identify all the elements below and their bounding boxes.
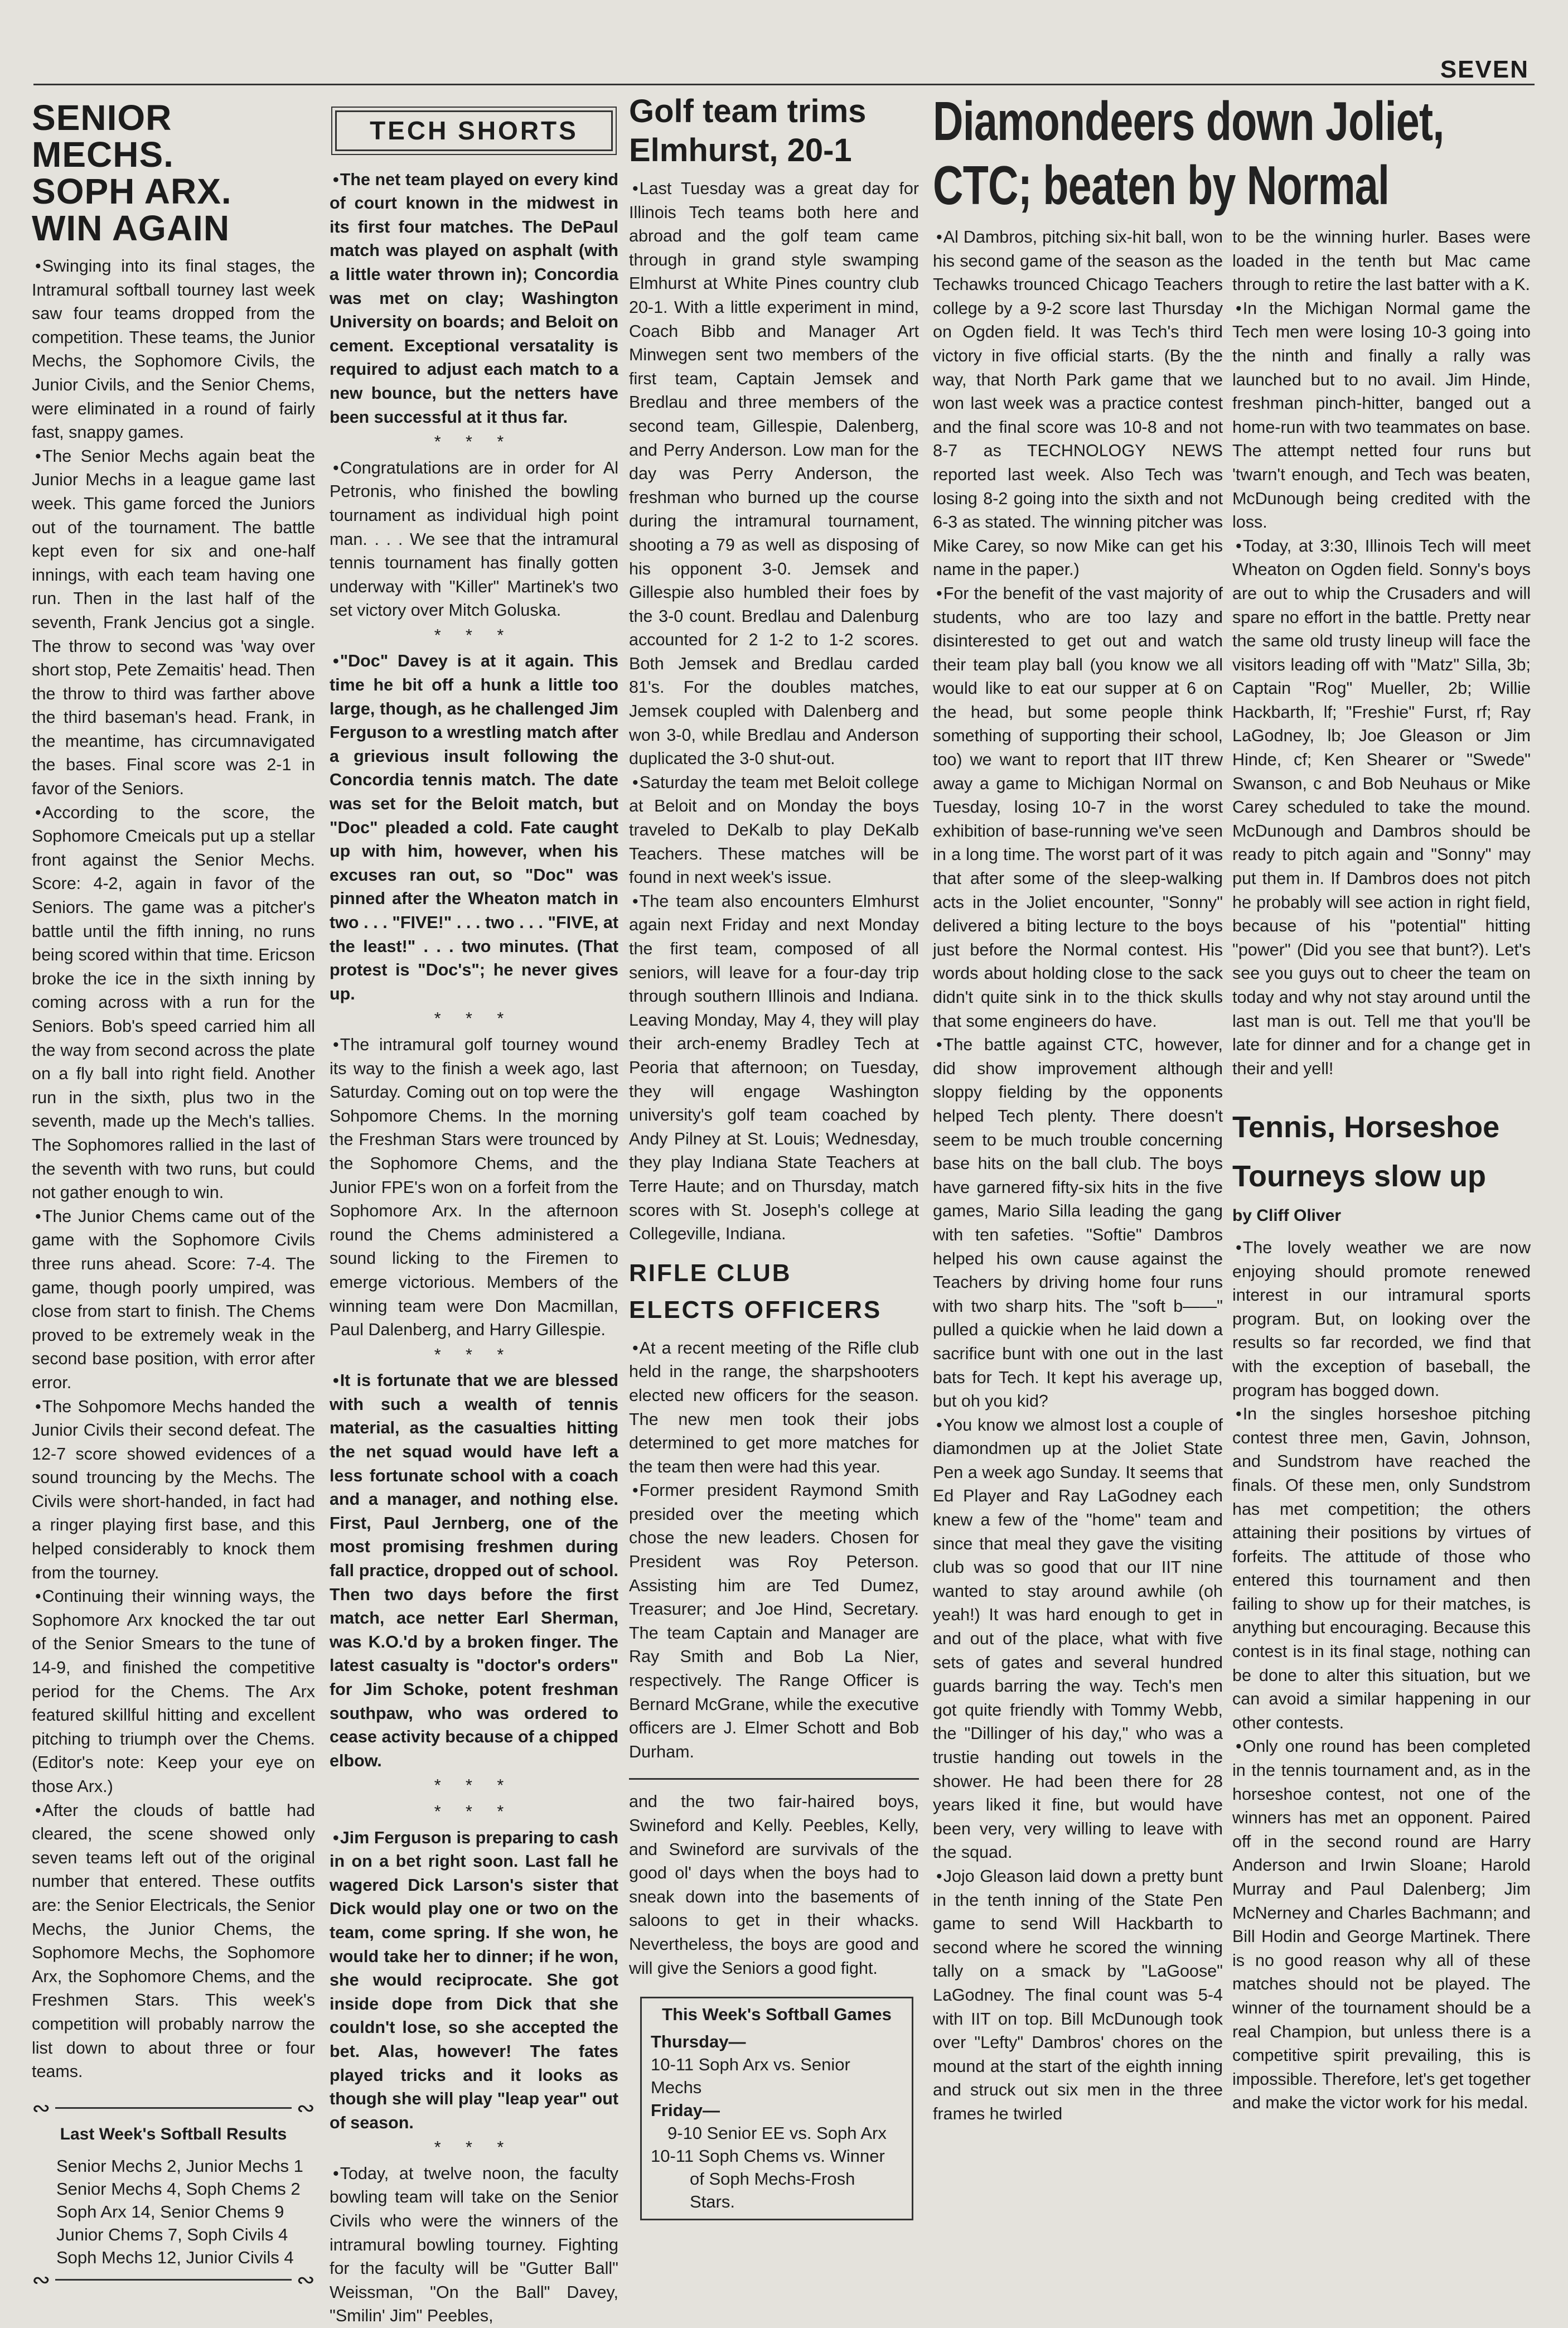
softball-results-box	[32, 2097, 315, 2291]
result-item: Senior Mechs 4, Soph Chems 2	[56, 2179, 301, 2199]
headline-diamondeers: Diamondeers down Joliet, CTC; beaten by Normal	[933, 90, 1444, 216]
paragraph: • At a recent meeting of the Rifle club held in the range, the sharpshooters elected new officers for the season. The new men took their jobs determined to get more matches for the team then were had this year.	[629, 1336, 919, 1479]
paragraph: • The Senior Mechs again beat the Junior Mechs in a league game last week. This game forced the Juniors out of the tournament. The battle kept even for six and one-half innings, with each team having one run. Then in the last half of the seventh, Frank Jencius got a single. The throw to second was 'way over short stop, Pete Zemaitis' head. Then the throw to third was farther above the third baseman's head. Frank, in the meantime, has circumnavigated the bases. Final score was 2-1 in favor of the Seniors.	[32, 445, 315, 801]
separator: * * *	[434, 1009, 514, 1028]
paragraph: • The lovely weather we are now enjoying should promote renewed interest in our intramural sports program. But, on looking over the results so far recorded, we find that with the exception of baseball, the program has bogged down.	[1232, 1236, 1531, 1402]
separator: * * *	[434, 1776, 514, 1795]
article-body	[629, 1336, 919, 1764]
top-rule	[33, 84, 1535, 85]
game-day: Thursday—	[651, 2032, 746, 2052]
headline-line: RIFLE CLUB	[629, 1259, 792, 1287]
headline-line: Tennis, Horseshoe	[1232, 1110, 1500, 1144]
separator: * * *	[434, 1801, 514, 1821]
paragraph: • According to the score, the Sophomore Cmeicals put up a stellar front against the Senior Mechs. Score: 4-2, again in favor of the Seniors. The game was a pitcher's battle until the fifth inning, no runs being scored within that time. Ericson broke the ice in the sixth inning by coming across with a run for the Seniors. Bob's speed carried him all the way from second across the plate on a fly ball into right field. Another run in the sixth, plus two in the seventh, made up the Mech's tallies. The Sophomores rallied in the last of the seventh with two runs, but could not gather enough to win.	[32, 801, 315, 1205]
paragraph: • The net team played on every kind of court known in the midwest in its first four matches. The DePaul match was played on asphalt (with a little water thrown in); Concordia was met on clay; Washington University on boards; and Beloit on cement. Exceptional versatality is required to adjust each match to a new bounce, but the netters have been successful at it thus far.	[330, 168, 618, 429]
paragraph: • Today, at twelve noon, the faculty bowling team will take on the Senior Civils who were the winners of the intramural bowling tourney. Fighting for the faculty will be "Gutter Ball" Weissman, "On the Ball" Davey, "Smilin' Jim" Peebles,	[330, 2162, 618, 2328]
tech-shorts-title: TECH SHORTS	[335, 110, 613, 151]
page-number: SEVEN	[1440, 56, 1529, 83]
headline-line: SOPH ARX.	[32, 171, 232, 211]
softball-games-box	[640, 1997, 913, 2220]
tech-shorts-continued: and the two fair-haired boys, Swineford and Kelly. Peebles, Kelly, and Swineford are survivals of the good ol' days when the boys had to sneak down into the basements of saloons to get in their whacks. Nevertheless, the boys are good and will give the Seniors a good fight.	[629, 1792, 919, 1978]
paragraph: • It is fortunate that we are blessed with such a wealth of tennis material, as the casualties hitting the net squad would have left a less fortunate school with a coach and a manager, and nothing else. First, Paul Jernberg, one of the most promising freshmen during fall practice, dropped out of school. Then two days before the first match, ace netter Earl Sherman, was K.O.'d by a broken finger. The latest casualty is "doctor's orders" for Jim Schoke, potent freshman southpaw, who was ordered to cease activity because of a chipped elbow.	[330, 1369, 618, 1772]
article-body	[32, 254, 315, 2084]
paragraph: • Swinging into its final stages, the Intramural softball tourney last week saw four teams dropped from the competition. These teams, the Junior Mechs, the Sophomore Civils, the Junior Civils, and the Senior Chems, were eliminated in a round of fairly fast, snappy games.	[32, 254, 315, 445]
paragraph: • Today, at 3:30, Illinois Tech will meet Wheaton on Ogden field. Sonny's boys are out to whip the Crusaders and will spare no effort in the battle. Pretty near the same old trusty lineup will face the visitors leading off with "Matz" Silla, 3b; Captain "Rog" Mueller, 2b; Willie Hackbarth, lf; "Freshie" Furst, rf; Ray LaGodney, lb; Joe Gleason or Jim Hinde, cf; Ken Shearer or "Swede" Swanson, c and Bob Neuhaus or Mike Carey scheduled to take the mound. McDunough and Dambros should be ready to pitch again and "Sonny" may put them in. If Dambros does not pitch he probably will see action in right field, because of his "potential" hitting "power" (Did you see that bunt?). Let's see you guys out to cheer the team on today and why not stay around until the last man is out. Tell me that you'll be late for dinner and for a change get in their and yell!	[1232, 534, 1531, 1081]
paragraph: • After the clouds of battle had cleared, the scene showed only seven teams left out of the original number that entered. These outfits are: the Senior Electricals, the Senior Mechs, the Junior Chems, the Sophomore Mechs, the Sophomore Arx, the Sophomore Chems, and the Freshmen Stars. This week's competition will probably narrow the list down to about three or four teams.	[32, 1799, 315, 2084]
paragraph: • For the benefit of the vast majority of students, who are too lazy and disinterested to get out and watch their team play ball (you know we all would like to eat our supper at 6 on the head, but some people think something of supporting their school, too) we want to report that IIT threw away a game to Michigan Normal on Tuesday, losing 10-7 in the worst exhibition of base-running we've seen in a long time. The worst part of it was that after some of the sleep-walking acts in the Joliet encounter, "Sonny" delivered a biting lecture to the boys just before the Normal contest. His words about holding close to the sack didn't quite sink in to the thick skulls that some engineers do have.	[933, 582, 1223, 1033]
result-item: Junior Chems 7, Soph Civils 4	[56, 2224, 288, 2244]
paragraph: • In the singles horseshoe pitching contest three men, Gavin, Johnson, and Sundstrom have reached the finals. Of these men, only Sundstrom has met competition; the others attaining their positions by virtues of forfeits. The attitude of those who entered this tournament and then failing to show up for their matches, is anything but encouraging. Because this contest is in its final stage, nothing can be done to alter this situation, but we can avoid a similar happening in our other contests.	[1232, 1402, 1531, 1735]
paragraph: • "Doc" Davey is at it again. This time he bit off a hunk a little too large, though, as he challenged Jim Ferguson to a wrestling match after a grievious insult following the Concordia tennis match. The date was set for the Beloit match, but "Doc" pleaded a cold. Fate caught up with him, however, when his excuses ran out, so "Doc" was pinned after the Wheaton match in two . . . "FIVE!" . . . two . . . "FIVE, at the least!" . . . two minutes. (That protest is "Doc's"; he never gives up.	[330, 649, 618, 1006]
paragraph: • Last Tuesday was a great day for Illinois Tech teams both here and abroad and the golf team came through in grand style swamping Elmhurst at White Pines country club 20-1. With a little experiment in mind, Coach Bibb and Manager Art Minwegen sent two members of the first team, Captain Jemsek and Bredlau and three members of the second team, Gillespie, Dalenberg, and Perry Anderson. Low man for the day was Perry Anderson, the freshman who burned up the course during the intramural tournament, shooting a 79 as well as disposing of his opponent 3-0. Jemsek and Gillespie also humbled their foes by the 3-0 count. Bredlau and Dalenburg accounted for 2 1-2 to 1-2 scores. Both Jemsek and Bredlau carded 81's. For the doubles matches, Jemsek coupled with Dalenberg and won 3-0, while Bredlau and Anderson duplicated the 3-0 shut-out.	[629, 177, 919, 771]
divider	[629, 1778, 919, 1780]
paragraph: to be the winning hurler. Bases were loaded in the tenth but Mac came through to retire the last batter with a K.	[1232, 228, 1531, 294]
byline: by Cliff Oliver	[1232, 1206, 1342, 1225]
paragraph: • Al Dambros, pitching six-hit ball, won his second game of the season as the Techawks trounced Chicago Teachers college by a 9-2 score last Thursday on Ogden field. It was Tech's third victory in five official starts. (By the way, that North Park game that we won last week was a practice contest and the final score was 10-8 and not 8-7 as TECHNOLOGY NEWS reported last week. Also Tech was losing 8-2 going into the sixth and not 6-3 as stated. The winning pitcher was Mike Carey, so now Mike can get his name in the paper.)	[933, 225, 1223, 582]
headline-rifle-club	[629, 1255, 919, 1329]
column-diamondeers	[933, 225, 1223, 2126]
headline-line: WIN AGAIN	[32, 208, 230, 248]
paragraph: • The Sohpomore Mechs handed the Junior Civils their second defeat. The 12-7 score showed evidences of a sound trouncing by the Mechs. The Civils were short-handed, in fact had a ringer playing first base, and this helped considerably to knock them from the tourney.	[32, 1395, 315, 1585]
article-body	[933, 225, 1223, 2126]
diamondeers-columns	[933, 225, 1531, 2126]
paragraph: • The Junior Chems came out of the game with the Sophomore Civils three runs ahead. Score: 7-4. The game, though poorly umpired, was close from start to finish. The Chems proved to be extremely weak in the second base position, with error after error.	[32, 1205, 315, 1395]
column-tech-shorts	[330, 102, 618, 2328]
paragraph: • The intramural golf tourney wound its way to the finish a week ago, last Saturday. Coming out on top were the Sohpomore Chems. In the morning the Freshman Stars were trounced by the Sophomore Chems, and the Junior FPE's won on a forfeit from the Sophomore Arx. In the afternoon round the Chems administered a sound licking to the Firemen to emerge victorious. Members of the winning team were Don Macmillan, Paul Dalenberg, and Harry Gillespie.	[330, 1033, 618, 1342]
article-body-continued	[1232, 225, 1531, 1080]
softball-results-title: Last Week's Softball Results	[60, 2124, 287, 2143]
separator: * * *	[434, 432, 514, 452]
headline-line: SENIOR MECHS.	[32, 98, 174, 175]
column-diamondeers-tennis	[1232, 225, 1531, 2115]
game-item: 9-10 Senior EE vs. Soph Arx	[667, 2123, 887, 2143]
headline-line: Tourneys slow up	[1232, 1160, 1487, 1194]
paragraph: • Jim Ferguson is preparing to cash in on a bet right soon. Last fall he wagered Dick Larson's sister that Dick would play one or two on the team, come spring. If she won, he would take her to dinner; if he won, she would reciprocate. She got inside dope from Dick that she couldn't lose, so she accepted the bet. Alas, however! The fates played tricks and it looks as though she will play "leap year" out of season.	[330, 1826, 618, 2135]
game-item: 10-11 Soph Chems vs. Winner	[651, 2146, 885, 2166]
headline-golf: Golf team trims Elmhurst, 20-1	[629, 93, 867, 168]
game-item: 10-11 Soph Arx vs. Senior Mechs	[651, 2055, 850, 2098]
result-item: Senior Mechs 2, Junior Mechs 1	[56, 2156, 303, 2176]
paragraph: • Saturday the team met Beloit college at Beloit and on Monday the boys traveled to DeKalb to play DeKalb Teachers. These matches will be found in next week's issue.	[629, 771, 919, 890]
paragraph: • Congratulations are in order for Al Petronis, who finished the bowling tournament as individual high point man. . . . We see that the intramural tennis tournament has finally gotten underway with "Killer" Martinek's two set victory over Mitch Goluska.	[330, 456, 618, 622]
column-senior-mechs	[32, 99, 315, 2291]
paragraph: • In the Michigan Normal game the Tech men were losing 10-3 going into the ninth and finally a rally was launched but to no avail. Jim Hinde, freshman pinch-hitter, banged out a home-run with two teammates on base. The attempt netted four runs but 'twarn't enough, and Tech was beaten, McDunough being credited with the loss.	[1232, 297, 1531, 534]
article-body	[1232, 1236, 1531, 2115]
headline-tennis	[1232, 1103, 1531, 1201]
paragraph: • You know we almost lost a couple of diamondmen up at the Joliet State Pen a week ago Sunday. It seems that Ed Player and Ray LaGodney each knew a few of the "home" team and since that meal they gave the visiting club was so good that our IIT nine wanted to stay around awhile (oh yeah!) It was hard enough to get in and out of the place, what with five sets of gates and several hundred guards barring the way. Tech's men got quite friendly with Tommy Webb, the "Dillinger of his day," who was a trustie handing out towels in the shower. He had been there for 28 years liked it fine, but would have been very, very willing to leave with the squad.	[933, 1413, 1223, 1865]
paragraph: • The team also encounters Elmhurst again next Friday and next Monday the first team, composed of all seniors, will leave for a four-day trip through southern Illinois and Indiana. Leaving Monday, May 4, they will play their arch-enemy Bradley Tech at Peoria that afternoon; on Tuesday, they will engage Washington university's golf team coached by Andy Pilney at St. Louis; Wednesday, they play Indiana State Teachers at Terre Haute; and on Thursday, match scores with St. Joseph's college at Collegeville, Indiana.	[629, 890, 919, 1246]
paragraph: • Former president Raymond Smith presided over the meeting which chose the new leaders. Chosen for President was Roy Peterson. Assisting him are Ted Dumez, Treasurer; and Joe Hind, Secretary. The team Captain and Manager are Ray Smith and Bob La Nier, respectively. The Range Officer is Bernard McGrane, while the executive officers are J. Elmer Schott and Bob Durham.	[629, 1479, 919, 1764]
scroll-ornament-bottom: ∾ ∾	[32, 2267, 315, 2292]
headline-line: ELECTS OFFICERS	[629, 1296, 882, 1324]
results-list	[32, 2155, 315, 2269]
game-day: Friday—	[651, 2100, 720, 2121]
paragraph: • Continuing their winning ways, the Sophomore Arx knocked the tar out of the Senior Smears to the tune of 14-9, and finished the competitive period for the Chems. The Arx featured skillful hitting and excellent pitching to triumph over the Chems. (Editor's note: Keep your eye on those Arx.)	[32, 1585, 315, 1798]
separator: * * *	[434, 1345, 514, 1364]
paragraph: • Only one round has been completed in the tennis tournament and, as in the horseshoe contest, not one of the winners has met an opponent. Paired off in the second round are Harry Anderson and Irwin Sloane; Harold Murray and Paul Dalenberg; Jim McNerney and Charles Bachmann; and Bill Hodin and George Martinek. There is no good reason why all of these matches should not be played. The winner of the tournament should be a real Champion, but unless there is a competitive spirit prevailing, this is impossible. Therefore, let's get together and make the victor work for his medal.	[1232, 1735, 1531, 2115]
diamondeers-block	[933, 89, 1531, 2126]
headline-senior-mechs	[32, 99, 315, 247]
column-golf-rifle	[629, 92, 919, 2220]
paragraph: • Jojo Gleason laid down a pretty bunt in the tenth inning of the State Pen game to send Will Hackbarth to second where he scored the winning tally on a smack by "LaGoose" LaGodney. The final count was 5-4 with IIT on top. Bill McDunough took over "Lefty" Dambros' chores on the mound at the start of the eighth inning and struck out six men in the three frames he twirled	[933, 1865, 1223, 2126]
separator: * * *	[434, 625, 514, 645]
separator: * * *	[434, 2138, 514, 2157]
article-body	[629, 177, 919, 1246]
softball-games-title: This Week's Softball Games	[662, 2005, 892, 2025]
paragraph: • The battle against CTC, however, did show improvement although sloppy fielding by the opponents helped Tech plenty. There doesn't seem to be much trouble concerning base hits on the ball club. The boys have garnered fifty-six hits in the five games, Mario Silla leading the gang with ten safeties. "Softie" Dambros helped his own cause against the Teachers by driving home four runs with two sharp hits. The "soft b——" pulled a quickie when he laid down a sacrifice bunt with one out in the last bats for Tech. It kept his average up, but oh you kid?	[933, 1033, 1223, 1413]
game-item: of Soph Mechs-Frosh Stars.	[690, 2169, 855, 2212]
result-item: Soph Arx 14, Senior Chems 9	[56, 2201, 284, 2221]
scroll-ornament-top: ∾ ∾	[32, 2095, 315, 2121]
result-item: Soph Mechs 12, Junior Civils 4	[56, 2247, 294, 2267]
tech-shorts-body	[330, 168, 618, 2328]
